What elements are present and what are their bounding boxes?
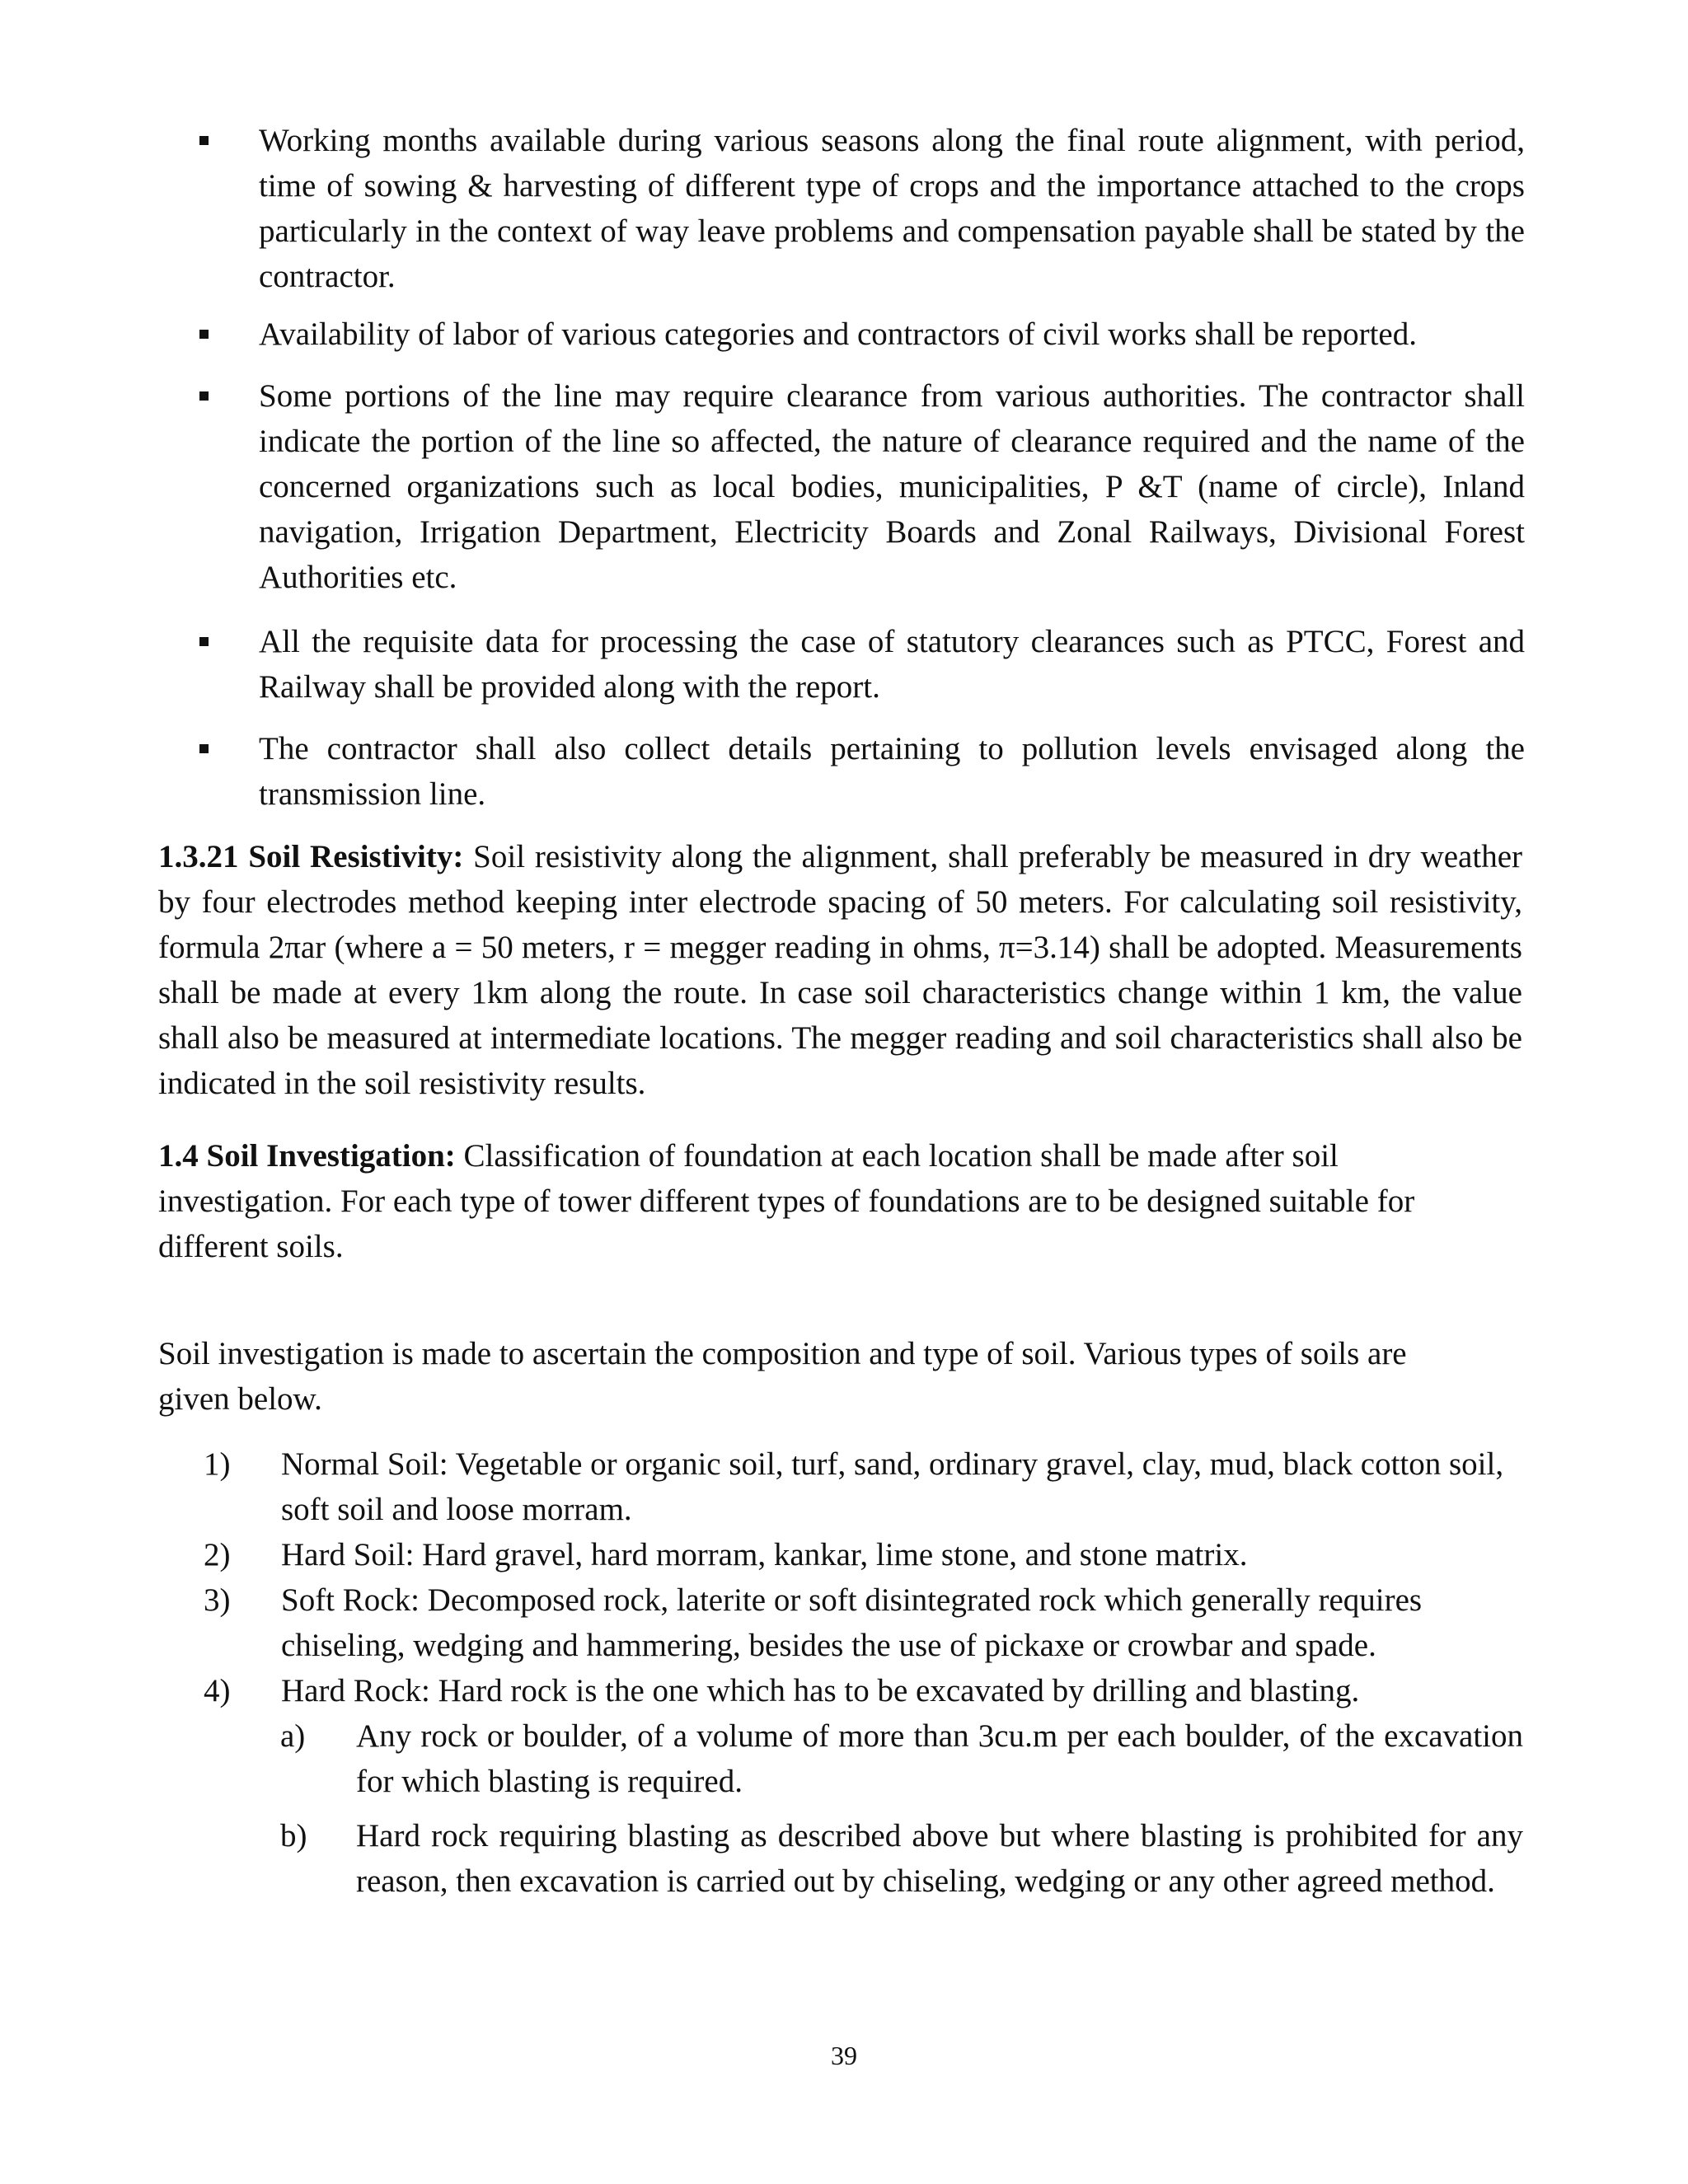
list-number: 2) (204, 1537, 231, 1572)
square-bullet-icon (199, 391, 209, 401)
sub-list-item (280, 1813, 1525, 1904)
list-item (204, 1668, 1522, 1713)
bullet-item (206, 118, 1525, 299)
sub-list-text: Hard rock requiring blasting as described above but where blasting is prohibited for any reason, then excavation is carried out by chiseling, wedging or any other agreed method. (356, 1818, 1523, 1899)
list-number: 1) (204, 1446, 231, 1482)
soil-investigation-intro: Soil investigation is made to ascertain the composition and type of soil. Various types of soils are given below. (158, 1336, 1407, 1417)
list-text: Hard Rock: Hard rock is the one which has to be excavated by drilling and blasting. (281, 1673, 1360, 1708)
square-bullet-icon (199, 136, 209, 145)
section-body: Classification of foundation at each location shall be made after soil investigation. For each type of tower different types of foundations are to be designed suitable for different soils. (158, 1138, 1415, 1264)
soil-resistivity-section (158, 834, 1522, 1106)
square-bullet-icon (199, 744, 209, 753)
list-item (204, 1577, 1522, 1668)
sub-list-letter: b) (280, 1818, 307, 1854)
list-item (204, 1441, 1522, 1532)
bullet-text: Some portions of the line may require clearance from various authorities. The contractor shall indicate the portion of the line so affected, the nature of clearance required and the name of the concerned organizations such as local bodies, municipalities, P &T (name of circle), Inland navigation, Irrigation Department, Electricity Boards and Zonal Railways, Divisional Forest Authorities etc. (259, 378, 1525, 595)
bullet-item (206, 619, 1525, 710)
list-text: Normal Soil: Vegetable or organic soil, turf, sand, ordinary gravel, clay, mud, black cotton soil, soft soil and loose morram. (281, 1446, 1504, 1527)
soil-investigation-section (158, 1133, 1477, 1269)
bullet-item (206, 312, 1525, 357)
section-heading: 1.3.21 Soil Resistivity: (158, 839, 464, 874)
bullet-item (206, 373, 1525, 600)
bullet-text: Availability of labor of various categories and contractors of civil works shall be reported. (259, 316, 1417, 352)
sub-list-letter: a) (280, 1718, 306, 1754)
list-item (204, 1532, 1522, 1577)
bullet-text: All the requisite data for processing the case of statutory clearances such as PTCC, Forest and Railway shall be provided along with the report. (259, 624, 1525, 705)
list-number: 4) (204, 1673, 231, 1708)
sub-list-item (280, 1713, 1525, 1804)
list-text: Soft Rock: Decomposed rock, laterite or soft disintegrated rock which generally requires chiseling, wedging and hammering, besides the use of pickaxe or crowbar and spade. (281, 1582, 1423, 1663)
section-body: Soil resistivity along the alignment, shall preferably be measured in dry weather by four electrodes method keeping inter electrode spacing of 50 meters. For calculating soil resistivity, formula 2πar (where a = 50 meters, r = megger reading in ohms, π=3.14) shall be adopted. Measurements shall be made at every 1km along the route. In case soil characteristics change within 1 km, the value shall also be measured at intermediate locations. The megger reading and soil characteristics shall also be indicated in the soil resistivity results. (158, 839, 1522, 1101)
page-number: 39 (831, 2041, 857, 2070)
bullet-text: The contractor shall also collect details pertaining to pollution levels envisaged along the transmission line. (259, 731, 1525, 812)
square-bullet-icon (199, 637, 209, 646)
bullet-item (206, 726, 1525, 817)
list-number: 3) (204, 1582, 231, 1618)
square-bullet-icon (199, 330, 209, 339)
section-heading: 1.4 Soil Investigation: (158, 1138, 456, 1174)
list-text: Hard Soil: Hard gravel, hard morram, kankar, lime stone, and stone matrix. (281, 1537, 1248, 1572)
bullet-text: Working months available during various seasons along the final route alignment, with period, time of sowing & harvesting of different type of crops and the importance attached to the crops particularly in the context of way leave problems and compensation payable shall be stated by the contractor. (259, 123, 1525, 294)
sub-list-text: Any rock or boulder, of a volume of more than 3cu.m per each boulder, of the excavation for which blasting is required. (356, 1718, 1523, 1799)
